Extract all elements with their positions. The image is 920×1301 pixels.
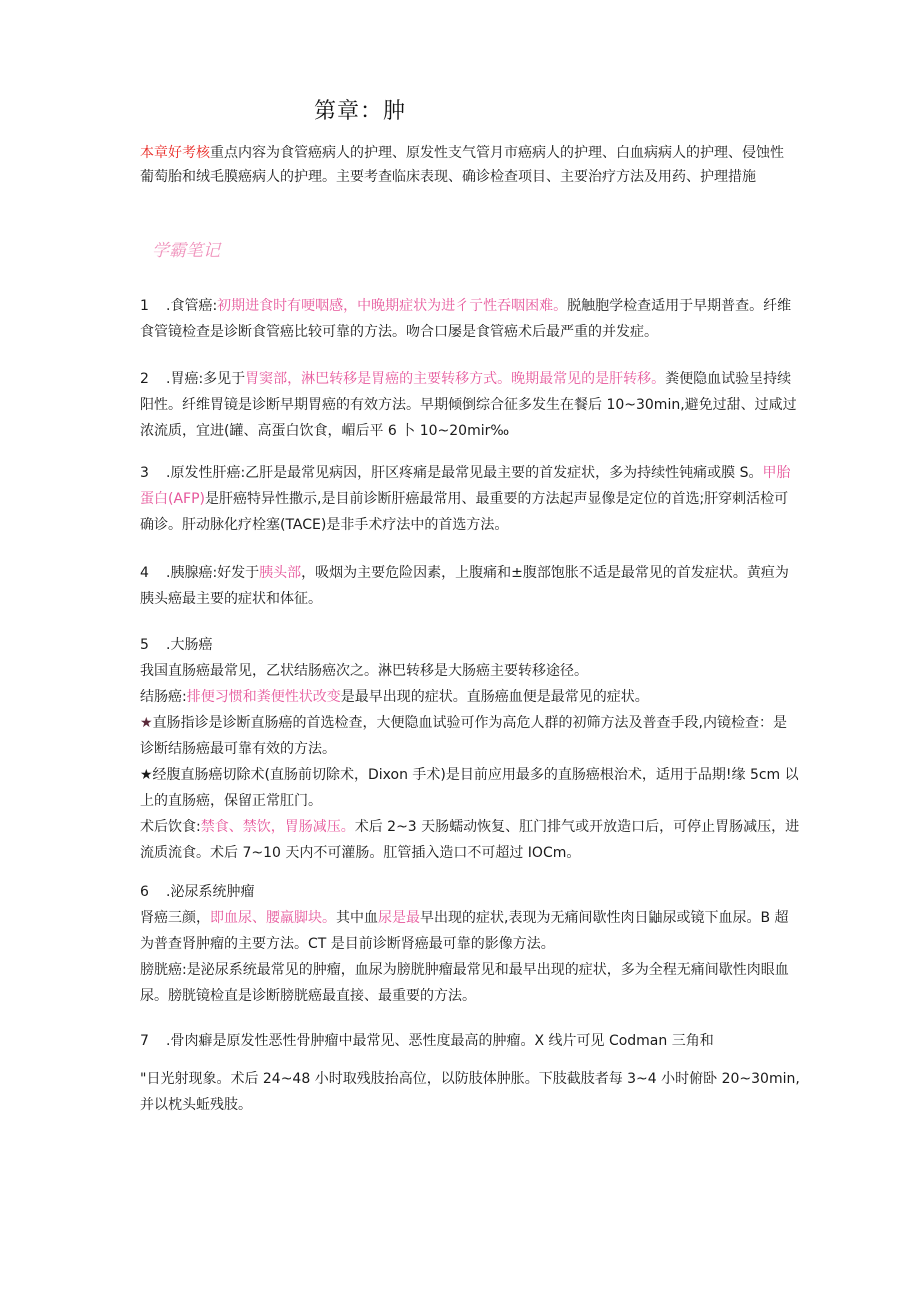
section-text: 早出现的症状,表现为无痛间歇性肉日鼬尿或镜下血尿。B 超为普查肾肿瘤的主要方法。CT 是目前诊断肾癌最可靠的影像方法。 [140,910,789,952]
section-number: 6 [140,884,149,900]
section-text: 是最早出现的症状。直肠癌血便是最常见的症状。 [340,689,649,705]
section-text: .胰腺癌:好发于 [166,565,260,581]
section-heading: .大肠癌 [166,637,213,653]
section-2 [140,366,800,444]
highlight-text: 甲胎蛋白(AFP) [140,465,791,507]
section-4 [140,560,800,612]
section-text: .原发性肝癌:乙肝是最常见病因，肝区疼痛是最常见最主要的首发症状，多为持续性钝痛或膜 S。 [166,465,763,481]
section-text: 直肠指诊是诊断直肠癌的首选检查，大便隐血试验可作为高危人群的初筛方法及普查手段,内镜检查：是诊断结肠癌最可靠有效的方法。 [140,715,788,757]
section-line: 我国直肠癌最常见，乙状结肠癌次之。淋巴转移是大肠癌主要转移途径。 [140,663,588,679]
section-number: 4 [140,565,149,581]
highlight-text: 排便习惯和粪便性状改变 [186,689,341,705]
section-line: ★经腹直肠癌切除术(直肠前切除术，Dixon 手术)是目前应用最多的直肠癌根治术，适用于品期!缘 5cm 以上的直肠癌，保留正常肛门。 [140,767,799,809]
section-text: 脱触胞学检查适用于早期普查。纤维食管镜检查是诊断食管癌比较可靠的方法。吻合口屡是食管癌术后最严重的并发症。 [140,298,792,340]
section-text: 肾癌三颜， [140,910,210,926]
intro-lead: 本章好考核 [140,145,210,161]
section-7 [140,1028,800,1118]
section-5 [140,632,800,866]
section-number: 5 [140,637,149,653]
section-number: 2 [140,371,149,387]
section-line: 膀胱癌:是泌尿系统最常见的肿瘤，血尿为膀胱肿瘤最常见和最早出现的症状，多为全程无痛间歇性肉眼血尿。膀胱镜检直是诊断膀胱癌最直接、最重要的方法。 [140,962,789,1004]
section-number: 7 [140,1033,149,1049]
intro-text: 重点内容为食管癌病人的护理、原发性支气管月市癌病人的护理、白血病病人的护理、侵蚀性葡萄胎和绒毛膜癌病人的护理。主要考查临床表现、确诊检查项目、主要治疗方法及用药、护理措施 [140,145,784,185]
section-text: .食管癌: [166,298,218,314]
section-text: 是肝癌特异性撒示,是目前诊断肝癌最常用、最重要的方法起声显像是定位的首选;肝穿刺活检可确诊。肝动脉化疗栓塞(TACE)是非手术疗法中的首选方法。 [140,491,789,533]
section-text: 其中血 [336,910,378,926]
highlight-text: 初期进食时有哽咽感，中晚期症状为进彳亍性吞咽困难。 [217,298,568,314]
star-icon: ★ [140,715,153,731]
section-text: 粪便隐血试验呈持续阳性。纤维胃镜是诊断早期胃癌的有效方法。早期倾倒综合征多发生在餐后 10~30min,避免过甜、过咸过浓流质，宜进(罐、高蛋白饮食，嵋后平 6 卜 10~20mir‰ [140,371,797,439]
section-text: 术后饮食: [140,819,201,835]
section-1 [140,293,800,345]
section-number: 3 [140,465,149,481]
chapter-intro [140,141,790,189]
section-number: 1 [140,298,149,314]
highlight-text: 胰头部 [259,565,302,581]
notes-label: 学霸笔记 [152,241,220,261]
section-heading: .泌尿系统肿瘤 [166,884,255,900]
section-6 [140,879,800,1009]
section-text: .骨肉癖是原发性恶性骨肿瘤中最常见、恶性度最高的肿瘤。X 线片可见 Codman 三角和 [166,1033,714,1049]
section-line: "日光射现象。术后 24~48 小时取残肢抬高位，以防肢体肿胀。下肢截肢者每 3~4 小时俯卧 20~30min,并以枕头蚯残肢。 [140,1071,800,1113]
section-text: .胃癌:多见于 [166,371,246,387]
section-text: 结肠癌: [140,689,187,705]
section-3 [140,460,800,538]
section-text: 术后 2~3 天肠蠕动恢复、肛门排气或开放造口后，可停止胃肠减压，进流质流食。术后 7~10 天内不可灌肠。肛管插入造口不可超过 IOCm。 [140,819,800,861]
highlight-text: 禁食、禁饮，胃肠减压。 [200,819,355,835]
highlight-text: 尿是最 [378,910,420,926]
section-text: ，吸烟为主要危险因素，上腹痛和±腹部饱胀不适是最常见的首发症状。黄疸为胰头癌最主要的症状和体征。 [140,565,789,607]
highlight-text: 胃窦部，淋巴转移是胃癌的主要转移方式。晚期最常见的是肝转移。 [245,371,666,387]
highlight-text: 即血尿、腰羸脚块。 [210,910,336,926]
chapter-title: 第章：肿 [314,99,407,124]
